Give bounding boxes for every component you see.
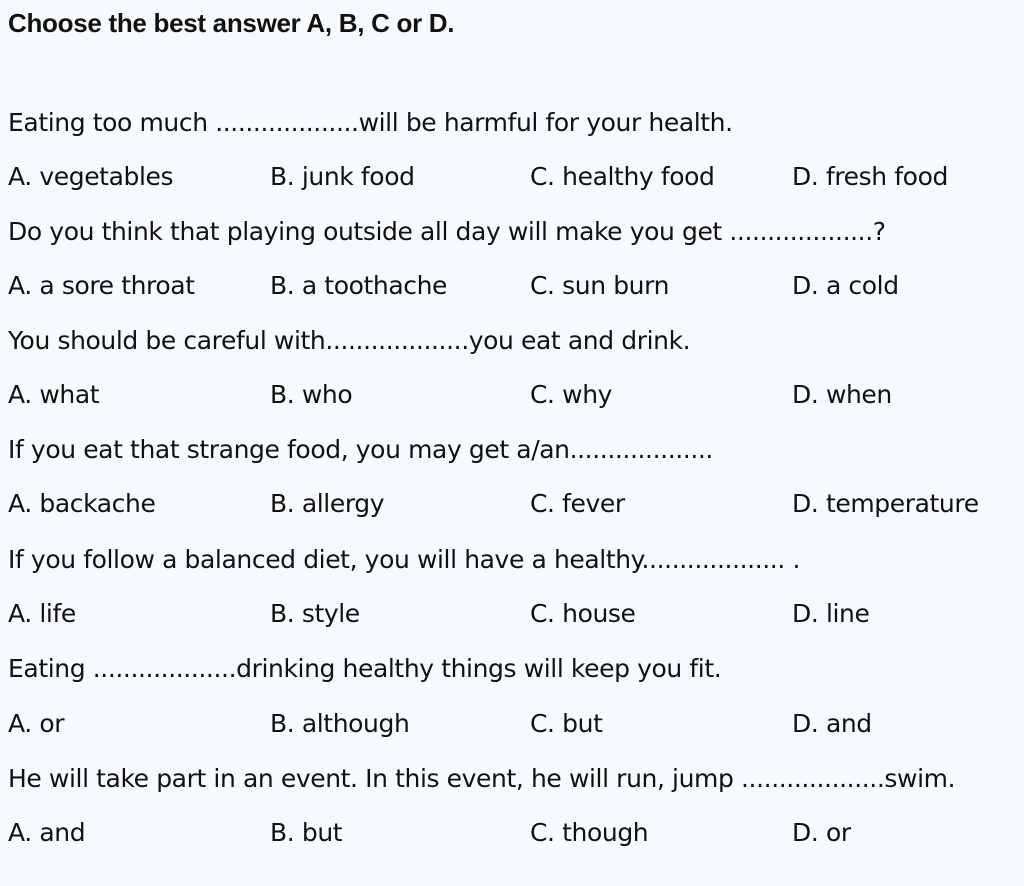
question-6: Eating ...................drinking healthy things will keep you fit. bbox=[8, 654, 722, 683]
option-6b[interactable]: B. although bbox=[270, 709, 410, 738]
option-6c[interactable]: C. but bbox=[530, 709, 603, 738]
option-4a[interactable]: A. backache bbox=[8, 489, 156, 518]
options-6 bbox=[8, 709, 1018, 743]
option-2b[interactable]: B. a toothache bbox=[270, 271, 448, 300]
options-2 bbox=[8, 271, 1018, 305]
option-1c[interactable]: C. healthy food bbox=[530, 162, 715, 191]
option-4c[interactable]: C. fever bbox=[530, 489, 625, 518]
option-7b[interactable]: B. but bbox=[270, 818, 343, 847]
option-5a[interactable]: A. life bbox=[8, 599, 76, 628]
option-1b[interactable]: B. junk food bbox=[270, 162, 415, 191]
question-4: If you eat that strange food, you may get a/an................... bbox=[8, 435, 713, 464]
option-2a[interactable]: A. a sore throat bbox=[8, 271, 195, 300]
question-5: If you follow a balanced diet, you will have a healthy................... . bbox=[8, 545, 800, 574]
instructions-heading: Choose the best answer A, B, C or D. bbox=[8, 8, 455, 38]
options-1 bbox=[8, 162, 1018, 196]
question-1: Eating too much ...................will be harmful for your health. bbox=[8, 108, 733, 137]
question-7: He will take part in an event. In this event, he will run, jump ...................swim. bbox=[8, 764, 956, 793]
option-2d[interactable]: D. a cold bbox=[792, 271, 899, 300]
option-3a[interactable]: A. what bbox=[8, 380, 100, 409]
option-2c[interactable]: C. sun burn bbox=[530, 271, 670, 300]
option-3d[interactable]: D. when bbox=[792, 380, 892, 409]
question-2: Do you think that playing outside all day will make you get ...................? bbox=[8, 217, 886, 246]
options-7 bbox=[8, 818, 1018, 852]
option-3b[interactable]: B. who bbox=[270, 380, 353, 409]
option-4d[interactable]: D. temperature bbox=[792, 489, 979, 518]
options-4 bbox=[8, 489, 1018, 523]
option-5d[interactable]: D. line bbox=[792, 599, 870, 628]
option-5c[interactable]: C. house bbox=[530, 599, 636, 628]
option-4b[interactable]: B. allergy bbox=[270, 489, 385, 518]
option-5b[interactable]: B. style bbox=[270, 599, 360, 628]
option-6a[interactable]: A. or bbox=[8, 709, 65, 738]
option-1d[interactable]: D. fresh food bbox=[792, 162, 948, 191]
option-7d[interactable]: D. or bbox=[792, 818, 851, 847]
question-3: You should be careful with...................you eat and drink. bbox=[8, 326, 691, 355]
option-1a[interactable]: A. vegetables bbox=[8, 162, 174, 191]
option-6d[interactable]: D. and bbox=[792, 709, 872, 738]
option-3c[interactable]: C. why bbox=[530, 380, 613, 409]
option-7a[interactable]: A. and bbox=[8, 818, 86, 847]
options-3 bbox=[8, 380, 1018, 414]
options-5 bbox=[8, 599, 1018, 633]
option-7c[interactable]: C. though bbox=[530, 818, 649, 847]
